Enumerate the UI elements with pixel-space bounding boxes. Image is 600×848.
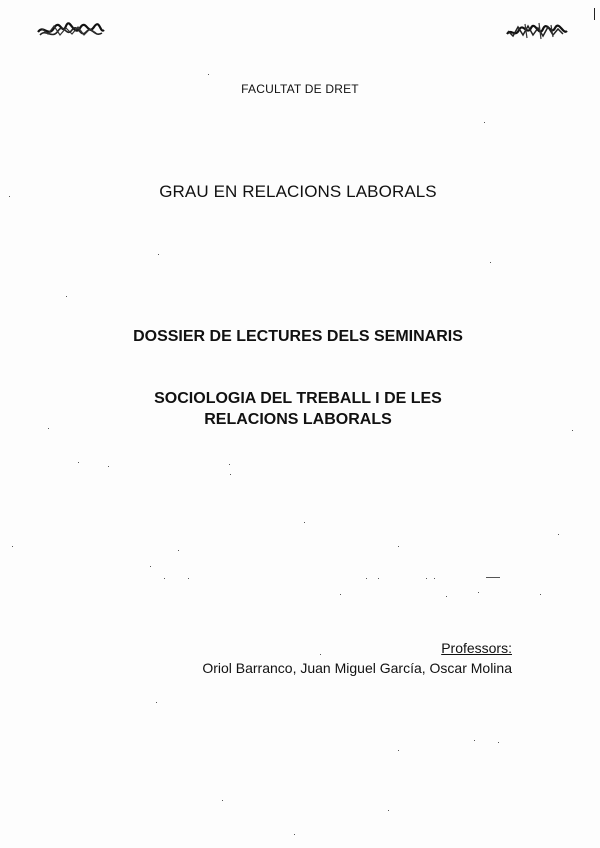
scan-speck bbox=[230, 474, 231, 475]
subject-title-line-2: RELACIONS LABORALS bbox=[204, 411, 392, 428]
scan-speck bbox=[66, 296, 67, 297]
scan-speck bbox=[320, 654, 321, 655]
scan-speck bbox=[558, 534, 559, 535]
subject-title-line-1: SOCIOLOGIA DEL TREBALL I DE LES bbox=[154, 390, 442, 407]
scan-speck bbox=[378, 578, 379, 579]
scan-speck bbox=[222, 800, 223, 801]
scan-speck bbox=[108, 466, 109, 467]
scan-speck bbox=[294, 834, 295, 835]
scan-speck bbox=[178, 550, 179, 551]
scan-speck bbox=[78, 462, 79, 463]
scan-speck bbox=[484, 122, 485, 123]
scan-speck bbox=[12, 546, 13, 547]
scan-speck bbox=[446, 596, 447, 597]
scan-speck bbox=[9, 196, 10, 197]
scan-speck bbox=[208, 74, 209, 75]
professors-label: Professors: bbox=[441, 640, 512, 656]
scan-speck bbox=[366, 578, 367, 579]
scan-speck bbox=[164, 578, 165, 579]
scan-speck bbox=[229, 464, 230, 465]
professors-names: Oriol Barranco, Juan Miguel García, Oscar Molina bbox=[202, 660, 512, 676]
scan-speck bbox=[434, 578, 435, 579]
scan-speck bbox=[150, 566, 151, 567]
edge-mark bbox=[594, 8, 595, 20]
scan-speck bbox=[340, 594, 341, 595]
scan-speck bbox=[304, 522, 305, 523]
scan-speck bbox=[388, 810, 389, 811]
scribble-mark-right bbox=[505, 20, 569, 42]
scan-speck bbox=[48, 428, 49, 429]
scan-speck bbox=[540, 594, 541, 595]
scan-speck bbox=[474, 740, 475, 741]
scan-speck bbox=[478, 592, 479, 593]
dossier-title: DOSSIER DE LECTURES DELS SEMINARIS bbox=[133, 328, 463, 345]
scribble-mark-left bbox=[36, 20, 106, 42]
scan-speck bbox=[188, 578, 189, 579]
scan-speck bbox=[398, 750, 399, 751]
scan-speck bbox=[156, 702, 157, 703]
faculty-name: FACULTAT DE DRET bbox=[241, 82, 359, 96]
degree-title: GRAU EN RELACIONS LABORALS bbox=[159, 182, 437, 201]
scan-speck bbox=[498, 742, 499, 743]
scan-speck bbox=[398, 546, 399, 547]
scan-speck bbox=[490, 262, 491, 263]
scan-speck bbox=[486, 577, 500, 578]
subject-title bbox=[0, 388, 596, 430]
scan-speck bbox=[572, 430, 573, 431]
scan-speck bbox=[426, 578, 427, 579]
scan-speck bbox=[158, 254, 159, 255]
